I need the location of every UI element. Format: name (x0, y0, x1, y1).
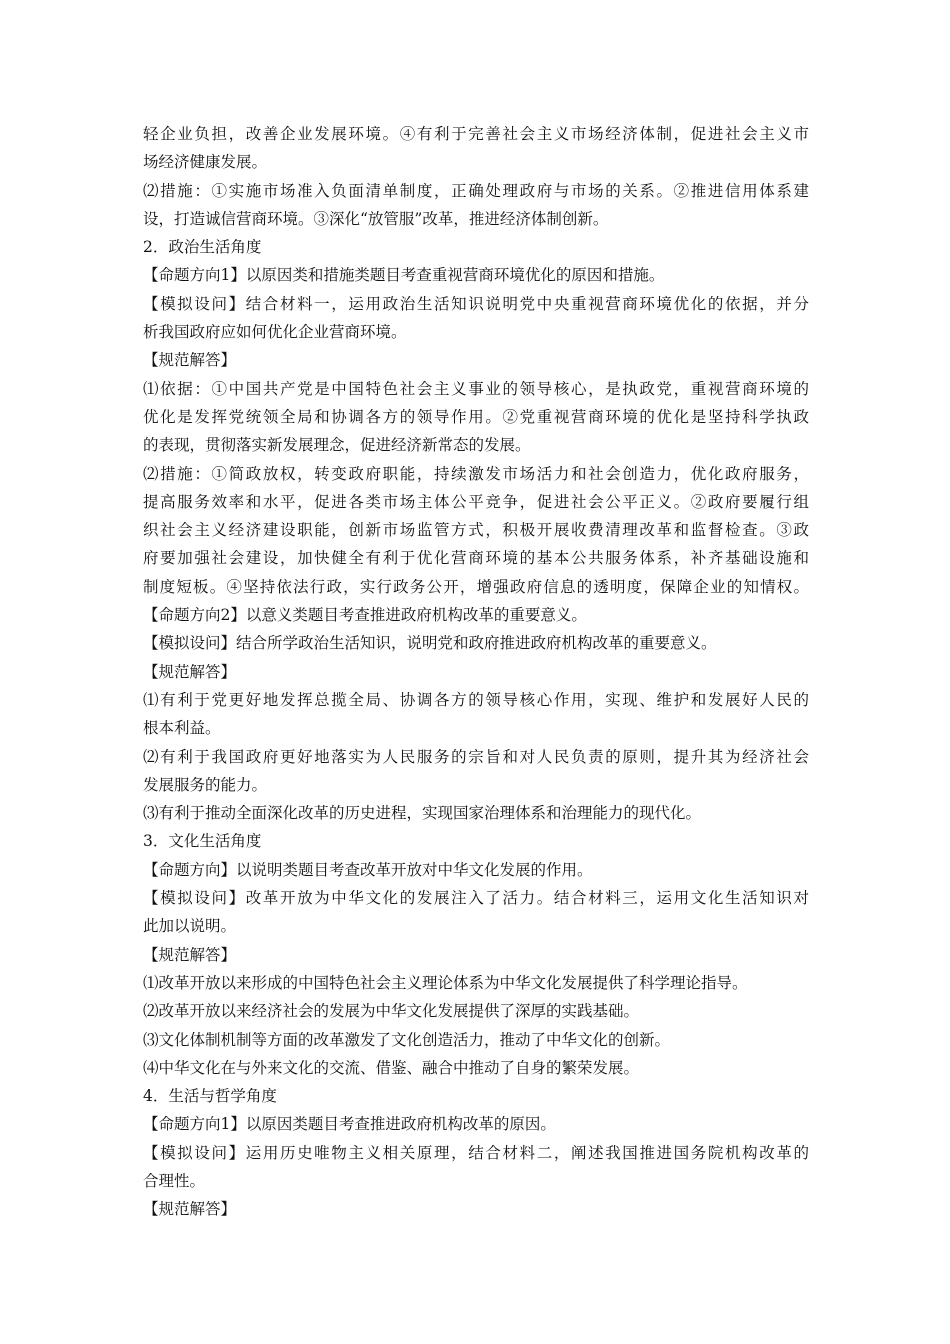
text-line: 【规范解答】 (143, 1200, 237, 1219)
text-line: ⑵改革开放以来经济社会的发展为中华文化发展提供了深厚的实践基础。 (143, 1002, 640, 1021)
text-line: 【命题方向1】以原因类和措施类题目考查重视营商环境优化的原因和措施。 (143, 266, 665, 285)
text-line: ⑵措施：①简政放权，转变政府职能，持续激发市场活力和社会创造力，优化政府服务， (143, 464, 809, 483)
text-line: ⑵有利于我国政府更好地落实为人民服务的宗旨和对人民负责的原则，提升其为经济社会 (143, 747, 809, 766)
text-line: 【规范解答】 (143, 351, 237, 370)
text-line: 3．文化生活角度 (143, 832, 262, 851)
text-line: 此加以说明。 (143, 917, 237, 936)
text-line: 府要加强社会建设，加快健全有利于优化营商环境的基本公共服务体系，补齐基础设施和 (143, 549, 809, 568)
text-line: 【模拟设问】结合材料一，运用政治生活知识说明党中央重视营商环境优化的依据，并分 (143, 294, 809, 313)
text-line: 4．生活与哲学角度 (143, 1087, 277, 1106)
text-line: 【模拟设问】运用历史唯物主义相关原理，结合材料二，阐述我国推进国务院机构改革的 (143, 1143, 809, 1162)
text-line: 【规范解答】 (143, 945, 237, 964)
text-line: 【命题方向】以说明类题目考查改革开放对中华文化发展的作用。 (143, 860, 593, 879)
text-line: 发展服务的能力。 (143, 775, 268, 794)
text-line: ⑴依据：①中国共产党是中国特色社会主义事业的领导核心，是执政党，重视营商环境的 (143, 379, 809, 398)
text-line: 场经济健康发展。 (143, 153, 268, 172)
text-line: 设，打造诚信营商环境。③深化“放管服”改革，推进经济体制创新。 (143, 209, 609, 228)
text-line: 2．政治生活角度 (143, 238, 262, 257)
text-line: 【命题方向1】以原因类题目考查推进政府机构改革的原因。 (143, 1115, 556, 1134)
text-line: 合理性。 (143, 1171, 206, 1190)
text-line: 【模拟设问】改革开放为中华文化的发展注入了活力。结合材料三，运用文化生活知识对 (143, 889, 809, 908)
text-line: ⑴有利于党更好地发挥总揽全局、协调各方的领导核心作用，实现、维护和发展好人民的 (143, 690, 809, 709)
text-line: 【命题方向2】以意义类题目考查推进政府机构改革的重要意义。 (143, 606, 587, 625)
text-line: ⑶有利于推动全面深化改革的历史进程，实现国家治理体系和治理能力的现代化。 (143, 804, 702, 823)
text-line: 的表现，贯彻落实新发展理念，促进经济新常态的发展。 (143, 436, 531, 455)
text-line: ⑴改革开放以来形成的中国特色社会主义理论体系为中华文化发展提供了科学理论指导。 (143, 973, 748, 992)
text-line: ⑷中华文化在与外来文化的交流、借鉴、融合中推动了自身的繁荣发展。 (143, 1058, 640, 1077)
text-line: 轻企业负担，改善企业发展环境。④有利于完善社会主义市场经济体制，促进社会主义市 (143, 125, 809, 143)
text-line: 根本利益。 (143, 719, 221, 738)
text-line: ⑵措施：①实施市场准入负面清单制度，正确处理政府与市场的关系。②推进信用体系建 (143, 181, 809, 200)
text-line: 提高服务效率和水平，促进各类市场主体公平竞争，促进社会公平正义。②政府要履行组 (143, 492, 809, 511)
text-line: 制度短板。④坚持依法行政，实行政务公开，增强政府信息的透明度，保障企业的知情权。 (143, 577, 809, 596)
text-line: 【规范解答】 (143, 662, 237, 681)
text-line: ⑶文化体制机制等方面的改革激发了文化创造活力，推动了中华文化的创新。 (143, 1030, 671, 1049)
text-body (143, 120, 809, 1224)
text-line: 织社会主义经济建设职能，创新市场监管方式，积极开展收费清理改革和监督检查。③政 (143, 521, 809, 540)
text-line: 析我国政府应如何优化企业营商环境。 (143, 323, 407, 342)
text-line: 优化是发挥党统领全局和协调各方的领导作用。②党重视营商环境的优化是坚持科学执政 (143, 407, 809, 426)
text-line: 【模拟设问】结合所学政治生活知识，说明党和政府推进政府机构改革的重要意义。 (143, 634, 717, 653)
